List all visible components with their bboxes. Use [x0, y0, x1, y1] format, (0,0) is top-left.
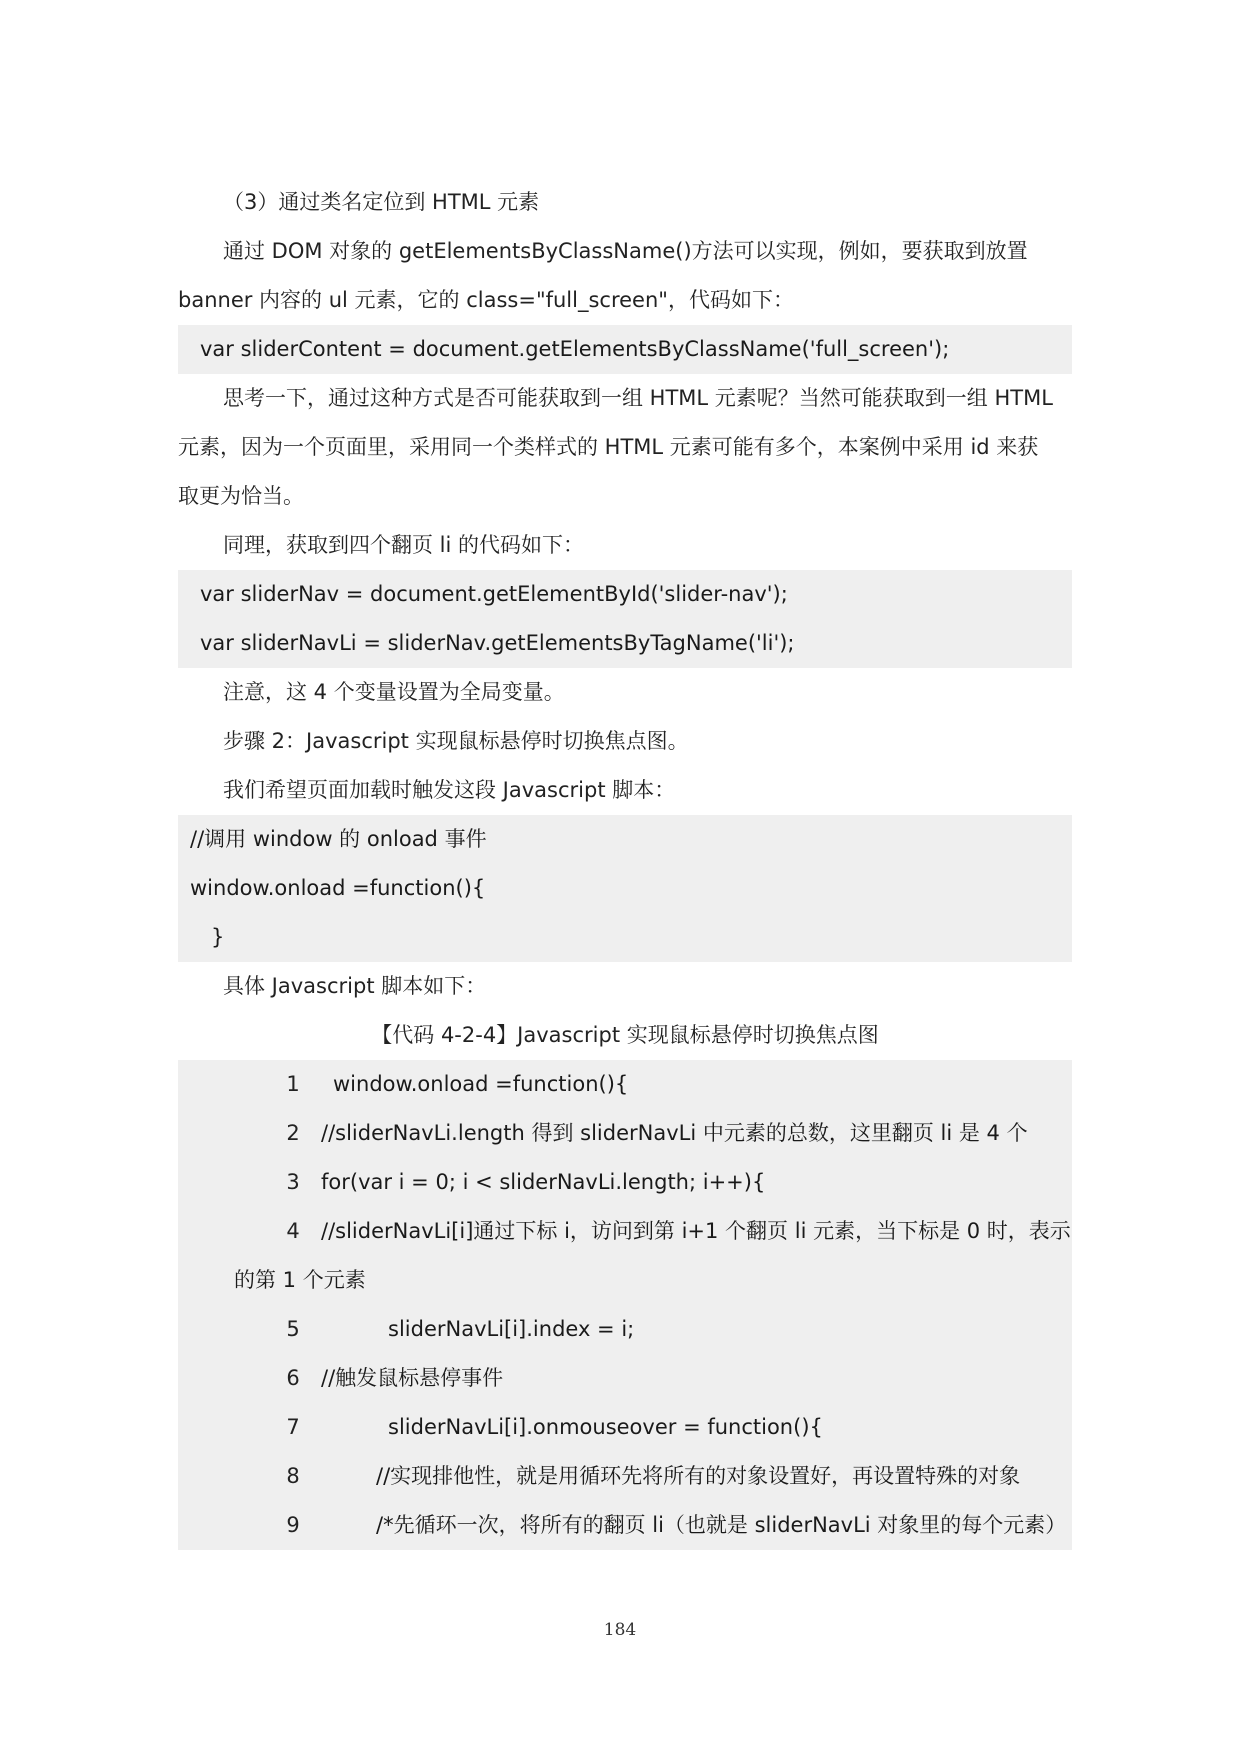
paragraph-line: 我们希望页面加载时触发这段 Javascript 脚本： — [223, 778, 676, 802]
line-number: 1 — [286, 1072, 300, 1096]
code-line: var sliderNav = document.getElementById('slider-nav'); — [200, 582, 788, 606]
code-block — [178, 815, 1072, 962]
line-number: 2 — [286, 1121, 300, 1145]
code-listing — [178, 1060, 1072, 1550]
code-row — [178, 1501, 1072, 1550]
code-block — [178, 570, 1072, 668]
code-row — [178, 1354, 1072, 1403]
paragraph-line: 具体 Javascript 脚本如下： — [223, 974, 487, 998]
line-number: 4 — [286, 1219, 300, 1243]
code-text: /*先循环一次，将所有的翻页 li（也就是 sliderNavLi 对象里的每个元素） — [376, 1513, 1067, 1537]
code-text: sliderNavLi[i].onmouseover = function(){ — [388, 1415, 823, 1439]
code-line: //调用 window 的 onload 事件 — [190, 827, 487, 851]
line-number: 5 — [286, 1317, 300, 1341]
line-number: 6 — [286, 1366, 300, 1390]
line-number: 7 — [286, 1415, 300, 1439]
code-text: for(var i = 0; i < sliderNavLi.length; i++){ — [321, 1170, 766, 1194]
paragraph-line: 取更为恰当。 — [178, 484, 304, 508]
code-text: //sliderNavLi.length 得到 sliderNavLi 中元素的总数，这里翻页 li 是 4 个 — [321, 1121, 1028, 1145]
paragraph-line: 同理，获取到四个翻页 li 的代码如下： — [223, 533, 585, 557]
code-row — [178, 1109, 1072, 1158]
note-text: 注意，这 4 个变量设置为全局变量。 — [223, 680, 565, 704]
code-text: //sliderNavLi[i]通过下标 i，访问到第 i+1 个翻页 li 元素，当下标是 0 时，表示 — [321, 1219, 1071, 1243]
code-line: var sliderNavLi = sliderNav.getElementsByTagName('li'); — [200, 631, 795, 655]
code-row — [178, 1305, 1072, 1354]
paragraph-line: 思考一下，通过这种方式是否可能获取到一组 HTML 元素呢？当然可能获取到一组 HTML — [223, 386, 1053, 410]
code-row — [178, 1060, 1072, 1109]
code-line: } — [211, 925, 225, 949]
code-row — [178, 1207, 1072, 1256]
code-line: window.onload =function(){ — [190, 876, 486, 900]
line-number: 8 — [286, 1464, 300, 1488]
code-caption: 【代码 4-2-4】Javascript 实现鼠标悬停时切换焦点图 — [371, 1023, 879, 1047]
code-line: var sliderContent = document.getElementsByClassName('full_screen'); — [200, 337, 950, 361]
code-text: 的第 1 个元素 — [234, 1268, 366, 1292]
line-number: 3 — [286, 1170, 300, 1194]
code-text: sliderNavLi[i].index = i; — [388, 1317, 635, 1341]
step-heading: 步骤 2：Javascript 实现鼠标悬停时切换焦点图。 — [223, 729, 689, 753]
code-row — [178, 1256, 1072, 1305]
code-block — [178, 325, 1072, 374]
code-text: //实现排他性，就是用循环先将所有的对象设置好，再设置特殊的对象 — [376, 1464, 1021, 1488]
line-number: 9 — [286, 1513, 300, 1537]
paragraph-line: 通过 DOM 对象的 getElementsByClassName()方法可以实现，例如，要获取到放置 — [223, 239, 1028, 263]
code-row — [178, 1403, 1072, 1452]
paragraph-line: 元素，因为一个页面里，采用同一个类样式的 HTML 元素可能有多个，本案例中采用 id 来获 — [178, 435, 1039, 459]
page-number: 184 — [603, 1620, 637, 1640]
paragraph-line: banner 内容的 ul 元素，它的 class="full_screen"，代码如下： — [178, 288, 794, 312]
code-text: //触发鼠标悬停事件 — [321, 1366, 504, 1390]
code-row — [178, 1452, 1072, 1501]
code-text: window.onload =function(){ — [333, 1072, 629, 1096]
code-row — [178, 1158, 1072, 1207]
section-heading: （3）通过类名定位到 HTML 元素 — [223, 190, 540, 214]
